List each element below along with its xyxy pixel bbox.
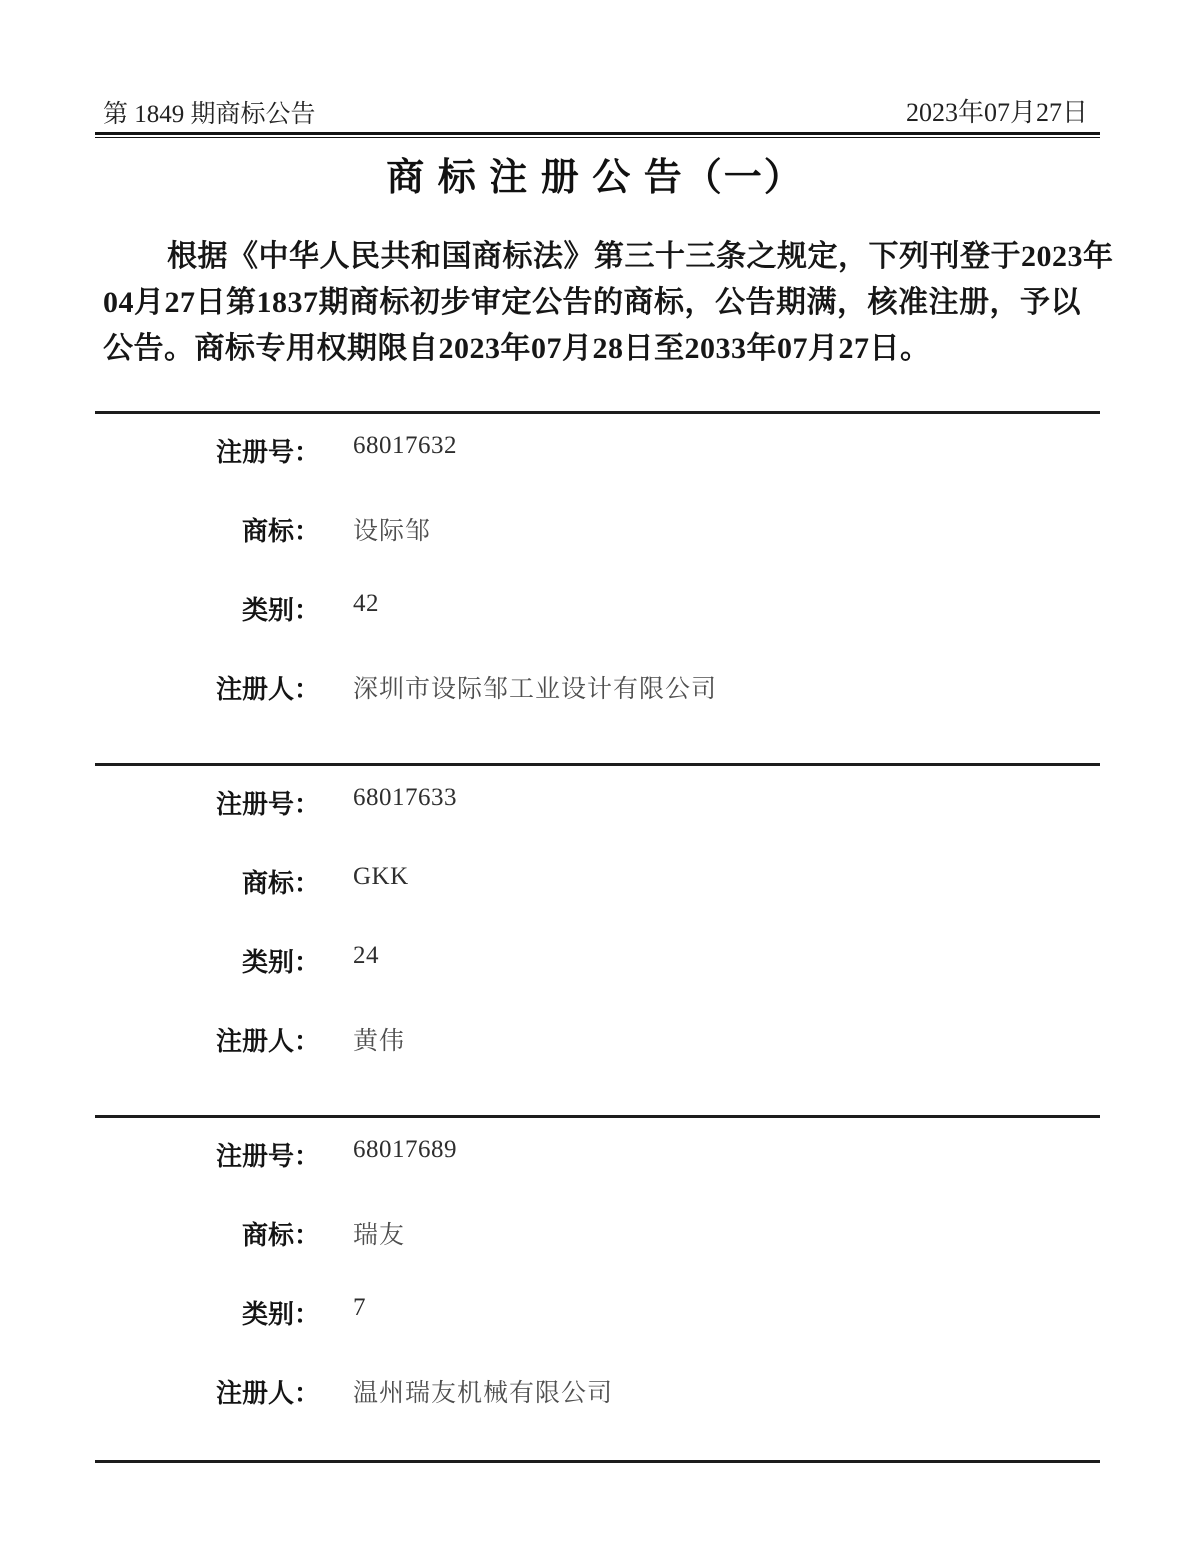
- intro-line-2: 04月27日第1837期商标初步审定公告的商标，公告期满，核准注册，予以: [103, 286, 1081, 319]
- entry-row-reg-no: [95, 432, 1100, 511]
- intro-line-3: 公告。商标专用权期限自2023年07月28日至2033年07月27日。: [103, 332, 931, 365]
- trademark-value: 设际邹: [353, 518, 432, 545]
- registrant-label: 注册人：: [215, 675, 320, 704]
- trademark-entry-3: [95, 1115, 1100, 1460]
- category-value: 24: [353, 942, 379, 969]
- entry-row-trademark: [95, 863, 1100, 942]
- header-rule: [95, 132, 1100, 138]
- registrant-value: 黄伟: [353, 1028, 406, 1055]
- category-label: 类别：: [241, 1300, 320, 1329]
- registrant-value: 温州瑞友机械有限公司: [353, 1380, 614, 1407]
- category-label: 类别：: [241, 948, 320, 977]
- category-label: 类别：: [241, 596, 320, 625]
- entry-row-registrant: [95, 1373, 1100, 1452]
- trademark-value: GKK: [353, 863, 409, 890]
- intro-line-1: 根据《中华人民共和国商标法》第三十三条之规定，下列刊登于2023年: [167, 240, 1114, 273]
- reg-no-value: 68017632: [353, 432, 457, 459]
- entry-row-category: [95, 590, 1100, 669]
- trademark-value: 瑞友: [353, 1222, 406, 1249]
- reg-no-label: 注册号：: [215, 790, 320, 819]
- trademark-entry-1: [95, 411, 1100, 763]
- trademark-label: 商标：: [241, 517, 320, 546]
- reg-no-value: 68017633: [353, 784, 457, 811]
- intro-paragraph: [103, 234, 1114, 372]
- trademark-label: 商标：: [241, 1221, 320, 1250]
- entry-row-reg-no: [95, 1136, 1100, 1215]
- bottom-rule: [95, 1460, 1100, 1463]
- trademark-label: 商标：: [241, 869, 320, 898]
- category-value: 42: [353, 590, 379, 617]
- entries-section: [95, 411, 1100, 1463]
- registrant-label: 注册人：: [215, 1027, 320, 1056]
- header-issue: 第 1849 期商标公告: [103, 101, 316, 128]
- registrant-label: 注册人：: [215, 1379, 320, 1408]
- category-value: 7: [353, 1294, 366, 1321]
- registrant-value: 深圳市设际邹工业设计有限公司: [353, 676, 718, 703]
- entry-row-registrant: [95, 669, 1100, 748]
- reg-no-value: 68017689: [353, 1136, 457, 1163]
- entry-row-trademark: [95, 1215, 1100, 1294]
- entry-row-trademark: [95, 511, 1100, 590]
- reg-no-label: 注册号：: [215, 438, 320, 467]
- entry-row-registrant: [95, 1021, 1100, 1100]
- entry-row-reg-no: [95, 784, 1100, 863]
- page-title: 商 标 注 册 公 告（一）: [386, 157, 804, 199]
- reg-no-label: 注册号：: [215, 1142, 320, 1171]
- entry-row-category: [95, 942, 1100, 1021]
- header-date: 2023年07月27日: [905, 98, 1088, 127]
- trademark-entry-2: [95, 763, 1100, 1115]
- entry-row-category: [95, 1294, 1100, 1373]
